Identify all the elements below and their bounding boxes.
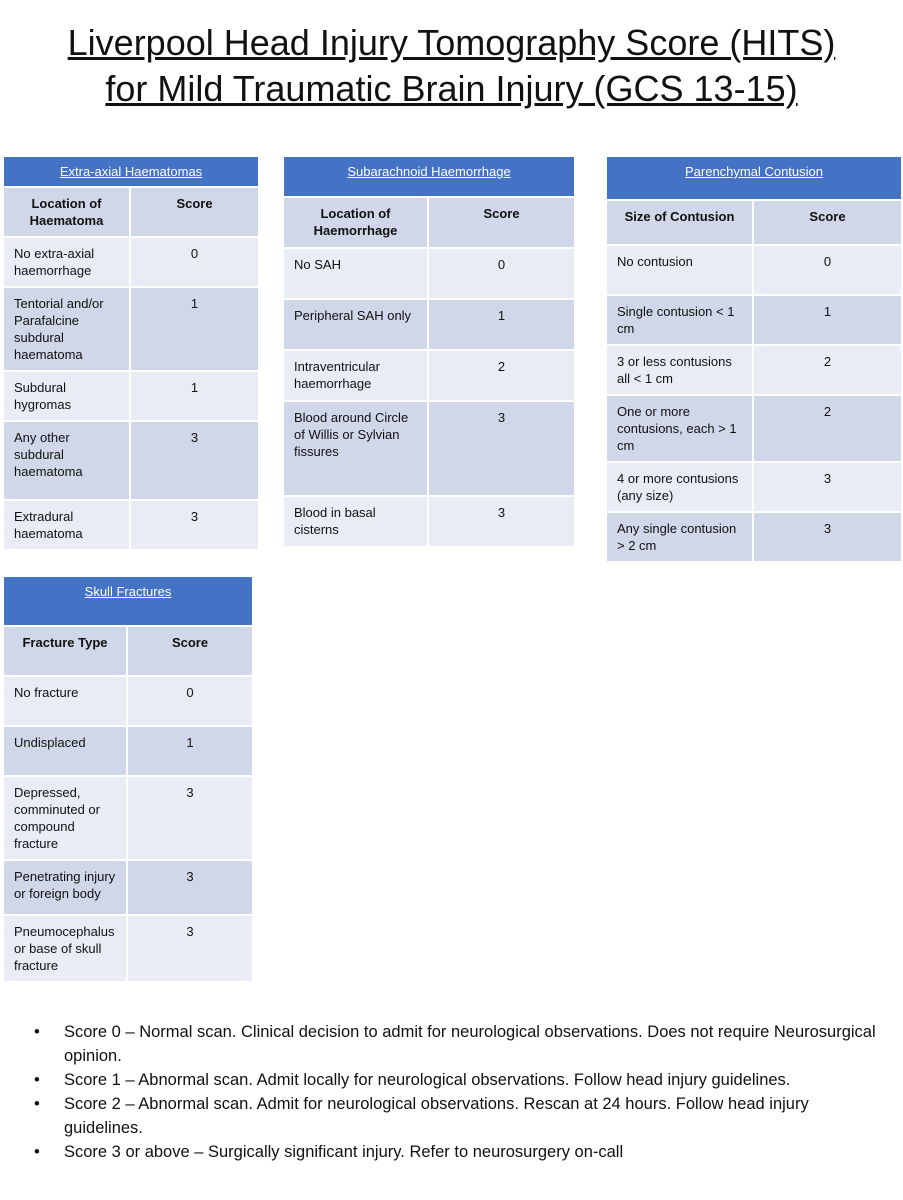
row-score: 0 <box>753 245 902 295</box>
table-row <box>3 500 259 550</box>
list-item <box>30 1020 880 1068</box>
row-score: 3 <box>753 462 902 512</box>
row-score: 3 <box>428 401 575 496</box>
skull-col-score: Score <box>127 626 253 676</box>
row-score: 2 <box>753 345 902 395</box>
row-label: 4 or more contusions (any size) <box>606 462 753 512</box>
table-row <box>283 496 575 547</box>
list-item <box>30 1068 880 1092</box>
table-row <box>3 776 253 860</box>
parenchymal-table <box>605 155 903 563</box>
row-score: 3 <box>127 776 253 860</box>
table-row <box>606 395 902 462</box>
row-label: Any single contusion > 2 cm <box>606 512 753 562</box>
row-score: 1 <box>127 726 253 776</box>
subarachnoid-title: Subarachnoid Haemorrhage <box>283 156 575 197</box>
table-row <box>606 462 902 512</box>
table-row <box>283 350 575 401</box>
skull-fractures-table <box>2 575 254 983</box>
subarachnoid-table <box>282 155 576 548</box>
row-score: 3 <box>127 915 253 982</box>
skull-fractures-title: Skull Fractures <box>3 576 253 626</box>
row-score: 1 <box>130 287 259 371</box>
bullet-icon: • <box>34 1095 40 1113</box>
row-score: 1 <box>753 295 902 345</box>
table-row <box>606 512 902 562</box>
row-score: 3 <box>130 421 259 500</box>
extra-axial-col-location: Location of Haematoma <box>3 187 130 237</box>
row-label: Single contusion < 1 cm <box>606 295 753 345</box>
row-score: 3 <box>428 496 575 547</box>
list-item <box>30 1140 880 1164</box>
row-label: No contusion <box>606 245 753 295</box>
row-score: 0 <box>127 676 253 726</box>
row-label: Undisplaced <box>3 726 127 776</box>
row-score: 2 <box>753 395 902 462</box>
row-label: Blood around Circle of Willis or Sylvian fissures <box>283 401 428 496</box>
row-label: One or more contusions, each > 1 cm <box>606 395 753 462</box>
row-label: Tentorial and/or Parafalcine subdural haematoma <box>3 287 130 371</box>
row-label: 3 or less contusions all < 1 cm <box>606 345 753 395</box>
score-guidance-list <box>30 1020 880 1164</box>
subarachnoid-col-score: Score <box>428 197 575 248</box>
bullet-icon: • <box>34 1143 40 1161</box>
row-score: 1 <box>428 299 575 350</box>
row-label: No SAH <box>283 248 428 299</box>
note-text: Score 2 – Abnormal scan. Admit for neurological observations. Rescan at 24 hours. Follow head injury guidelines. <box>64 1095 809 1137</box>
table-row <box>3 726 253 776</box>
row-label: Depressed, comminuted or compound fracture <box>3 776 127 860</box>
note-text: Score 0 – Normal scan. Clinical decision to admit for neurological observations. Does not require Neurosurgical opinion. <box>64 1023 876 1065</box>
note-text: Score 3 or above – Surgically significant injury. Refer to neurosurgery on-call <box>64 1143 624 1161</box>
table-row <box>283 299 575 350</box>
bullet-icon: • <box>34 1023 40 1041</box>
parenchymal-title: Parenchymal Contusion <box>606 156 902 200</box>
row-label: Peripheral SAH only <box>283 299 428 350</box>
table-row <box>3 421 259 500</box>
row-score: 0 <box>130 237 259 287</box>
table-row <box>606 245 902 295</box>
row-label: Extradural haematoma <box>3 500 130 550</box>
list-item <box>30 1092 880 1140</box>
title-line-1: Liverpool Head Injury Tomography Score (HITS) <box>67 22 836 63</box>
table-row <box>283 401 575 496</box>
extra-axial-title: Extra-axial Haematomas <box>3 156 259 187</box>
title-line-2: for Mild Traumatic Brain Injury (GCS 13-15) <box>105 68 798 109</box>
subarachnoid-col-location: Location of Haemorrhage <box>283 197 428 248</box>
row-score: 0 <box>428 248 575 299</box>
table-row <box>606 295 902 345</box>
parenchymal-col-size: Size of Contusion <box>606 200 753 245</box>
row-label: Any other subdural haematoma <box>3 421 130 500</box>
table-row <box>3 287 259 371</box>
row-label: Penetrating injury or foreign body <box>3 860 127 915</box>
table-row <box>283 248 575 299</box>
table-row <box>3 676 253 726</box>
row-score: 2 <box>428 350 575 401</box>
table-row <box>3 371 259 421</box>
table-row <box>3 915 253 982</box>
extra-axial-col-score: Score <box>130 187 259 237</box>
row-score: 3 <box>130 500 259 550</box>
row-label: Intraventricular haemorrhage <box>283 350 428 401</box>
page-title <box>0 20 903 112</box>
row-label: Subdural hygromas <box>3 371 130 421</box>
row-label: Pneumocephalus or base of skull fracture <box>3 915 127 982</box>
extra-axial-table <box>2 155 260 551</box>
bullet-icon: • <box>34 1071 40 1089</box>
row-score: 3 <box>753 512 902 562</box>
parenchymal-col-score: Score <box>753 200 902 245</box>
row-label: No fracture <box>3 676 127 726</box>
skull-col-type: Fracture Type <box>3 626 127 676</box>
table-row <box>3 860 253 915</box>
row-label: No extra-axial haemorrhage <box>3 237 130 287</box>
table-row <box>606 345 902 395</box>
note-text: Score 1 – Abnormal scan. Admit locally for neurological observations. Follow head injury guidelines. <box>64 1071 791 1089</box>
row-label: Blood in basal cisterns <box>283 496 428 547</box>
row-score: 1 <box>130 371 259 421</box>
row-score: 3 <box>127 860 253 915</box>
table-row <box>3 237 259 287</box>
